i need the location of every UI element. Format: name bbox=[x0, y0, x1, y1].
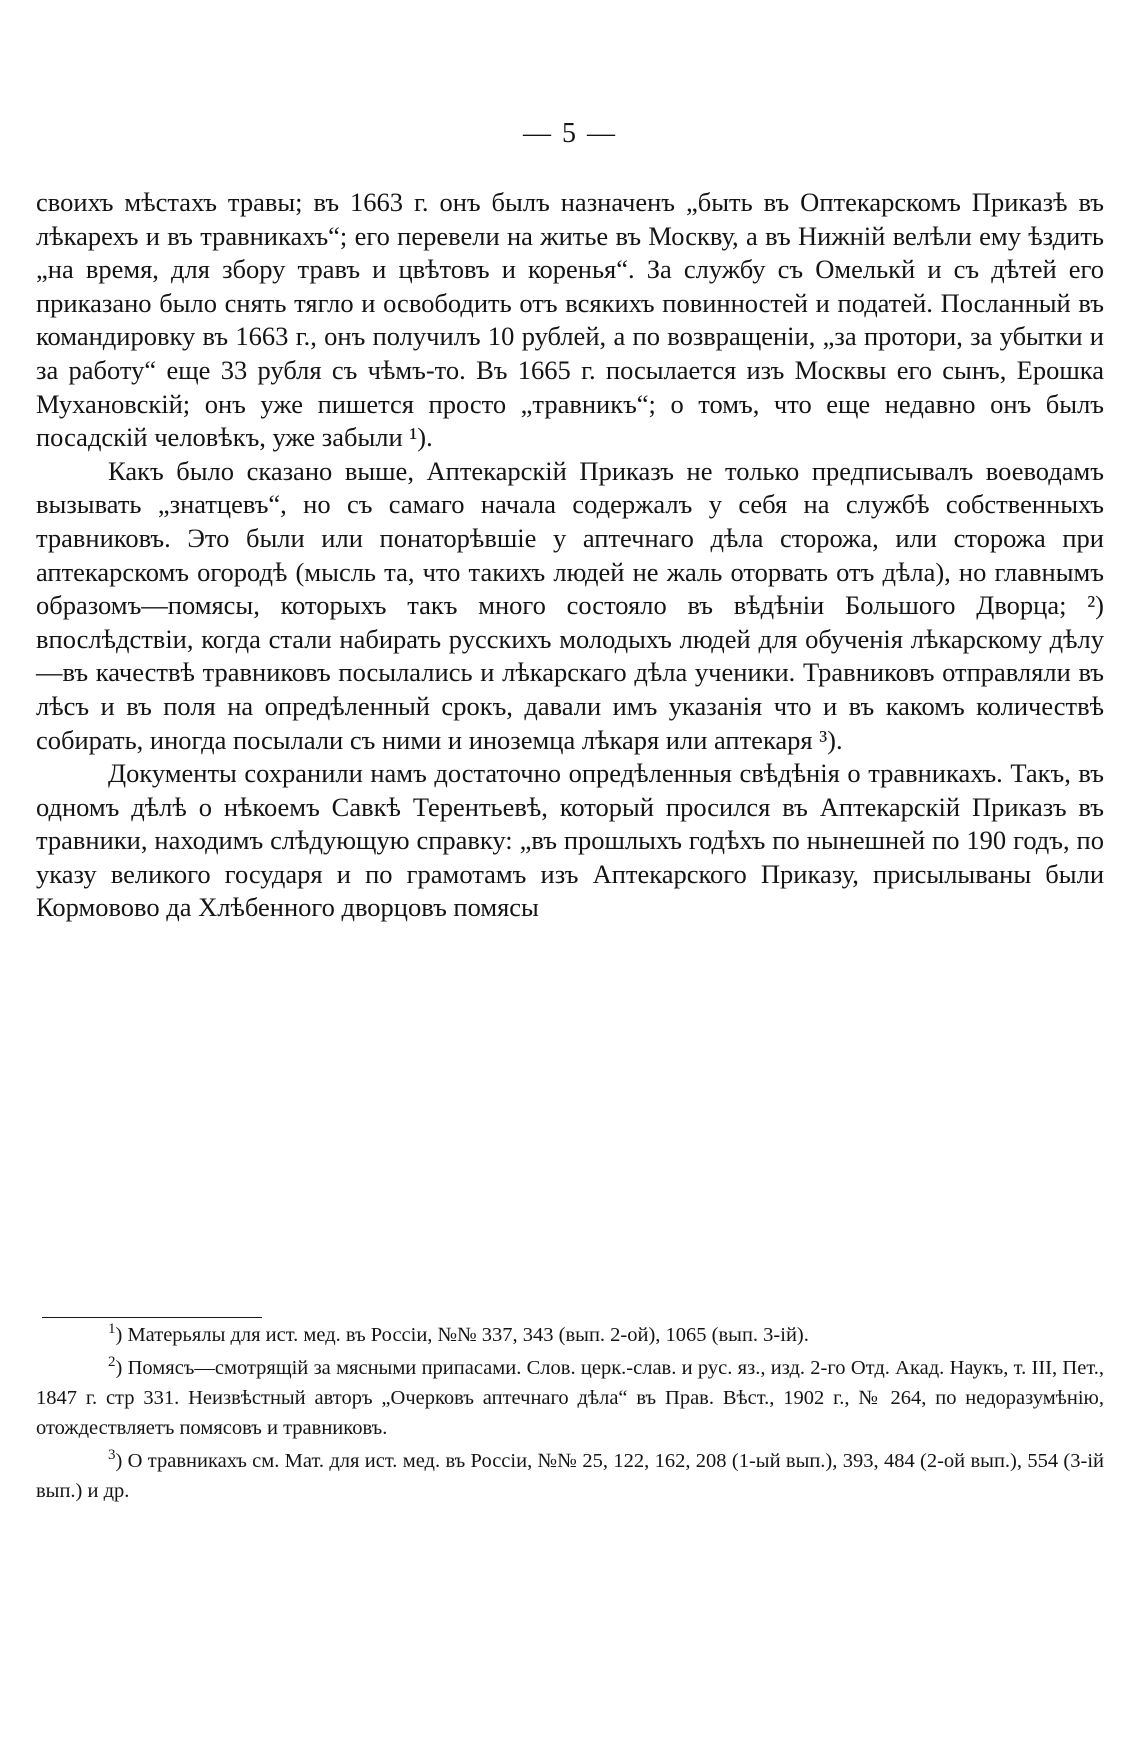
footnote-2 bbox=[36, 1353, 1104, 1443]
footnote-1 bbox=[36, 1320, 1104, 1350]
document-page bbox=[36, 0, 1104, 1744]
footnote-divider bbox=[42, 1317, 262, 1318]
footnote-1-text: ) Матерьялы для ист. мед. въ Россіи, №№ 337, 343 (вып. 2-ой), 1065 (вып. 3-ій). bbox=[115, 1324, 809, 1346]
footnote-2-text: ) Помясъ—смотрящій за мясными припасами. Слов. церк.-слав. и рус. яз., изд. 2-го Отд. Акад. Наукъ, т. III, Пет., 1847 г. стр 331. Неизвѣстный авторъ „Очерковъ аптечнаго дѣла“ въ Прав. Вѣст., 1902 г., № 264, по недоразумѣнію, отождествляетъ помясовъ и травниковъ. bbox=[36, 1357, 1104, 1439]
paragraph-1: своихъ мѣстахъ травы; въ 1663 г. онъ былъ назначенъ „быть въ Оптекарскомъ Приказѣ въ лѣкарехъ и въ травникахъ“; его перевели на житье въ Москву, а въ Нижній велѣли ему ѣздить „на время, для збору травъ и цвѣтовъ и коренья“. За службу съ Омелькй и съ дѣтей его приказано было снять тягло и освободить отъ всякихъ повинностей и податей. Посланный въ командировку въ 1663 г., онъ получилъ 10 рублей, а по возвращеніи, „за протори, за убытки и за работу“ еще 33 рубля съ чѣмъ-то. Въ 1665 г. посылается изъ Москвы его сынъ, Ерошка Мухановскій; онъ уже пишется просто „травникъ“; о томъ, что еще недавно онъ былъ посадскій человѣкъ, уже забыли ¹). bbox=[36, 187, 1104, 453]
paragraph-3: Документы сохранили намъ достаточно опредѣленныя свѣдѣнія о травникахъ. Такъ, въ одномъ дѣлѣ о нѣкоемъ Савкѣ Терентьевѣ, который просился въ Аптекарскій Приказъ въ травники, находимъ слѣдующую справку: „въ прошлыхъ годѣхъ по нынешней по 190 годъ, по указу великого государя и по грамотамъ изъ Аптекарского Приказу, присылываны были Кормовово да Хлѣбенного дворцовъ помясы bbox=[36, 758, 1104, 923]
main-text bbox=[36, 186, 1104, 925]
paragraph-2: Какъ было сказано выше, Аптекарскій Приказъ не только предписывалъ воеводамъ вызывать „знатцевъ“, но съ самаго начала содержалъ у себя на службѣ собственныхъ травниковъ. Это были или понаторѣвшіе у аптечнаго дѣла сторожа, или сторожа при аптекарскомъ огородѣ (мысль та, что такихъ людей не жаль оторвать отъ дѣла), но главнымъ образомъ—помясы, которыхъ такъ много состояло въ вѣдѣніи Большого Дворца; ²) впослѣдствіи, когда стали набирать русскихъ молодыхъ людей для обученія лѣкарскому дѣлу—въ качествѣ травниковъ посылались и лѣкарскаго дѣла ученики. Травниковъ отправляли въ лѣсъ и въ поля на опредѣленный срокъ, давали имъ указанія что и въ какомъ количествѣ собирать, иногда посылали съ ними и иноземца лѣкаря или аптекаря ³). bbox=[36, 455, 1104, 755]
footnote-3-text: ) О травникахъ см. Мат. для ист. мед. въ Россіи, №№ 25, 122, 162, 208 (1-ый вып.), 393, 484 (2-ой вып.), 554 (3-ій вып.) и др. bbox=[36, 1450, 1104, 1502]
footnote-3-mark: 3 bbox=[108, 1447, 116, 1464]
footnote-3 bbox=[36, 1446, 1104, 1506]
footnote-1-mark: 1 bbox=[108, 1321, 116, 1338]
footnote-2-mark: 2 bbox=[108, 1354, 116, 1371]
page-number: — 5 — bbox=[523, 118, 617, 149]
footnotes bbox=[36, 1320, 1104, 1509]
